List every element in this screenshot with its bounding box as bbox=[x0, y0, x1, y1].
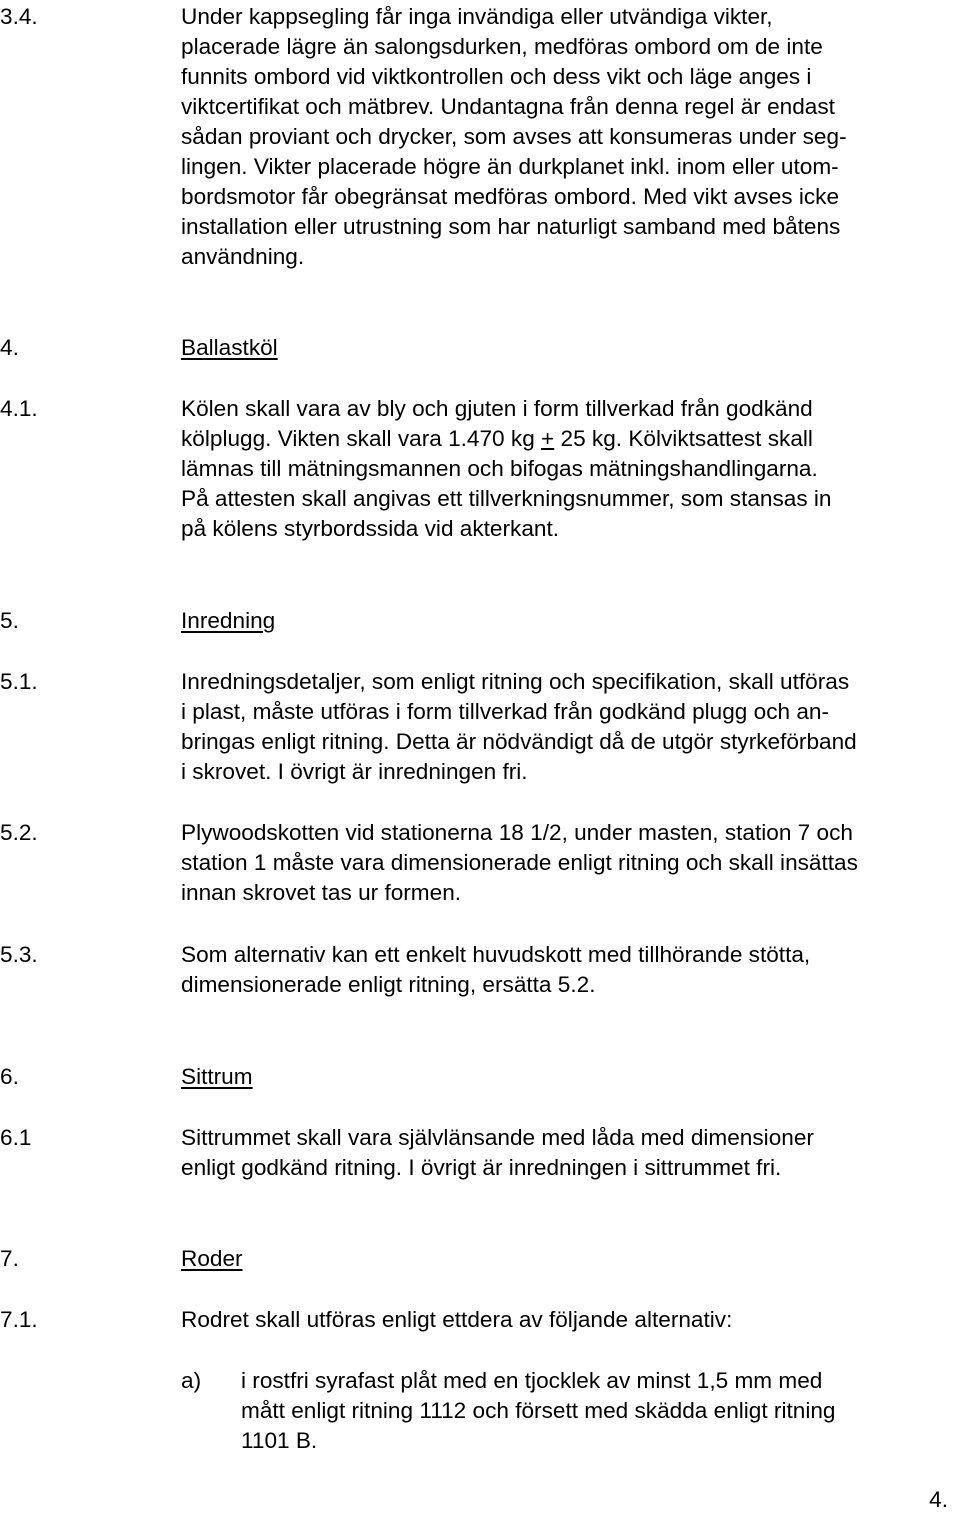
paragraph-line: lämnas till mätningsmannen och bifogas mätningshandlingarna. bbox=[181, 456, 818, 481]
paragraph-line: station 1 måste vara dimensionerade enligt ritning och skall insättas bbox=[181, 850, 858, 875]
heading-number: 4. bbox=[0, 335, 19, 360]
paragraph-line: Sittrummet skall vara självlänsande med låda med dimensioner bbox=[181, 1125, 814, 1150]
paragraph-line: placerade lägre än salongsdurken, medföras ombord om de inte bbox=[181, 34, 823, 59]
paragraph-line: sådan proviant och drycker, som avses att konsumeras under seg- bbox=[181, 124, 847, 149]
heading-title: Sittrum bbox=[181, 1064, 253, 1089]
page-number: 4. bbox=[929, 1487, 948, 1512]
paragraph-line: Inredningsdetaljer, som enligt ritning och specifikation, skall utföras bbox=[181, 669, 850, 694]
paragraph-line: viktcertifikat och mätbrev. Undantagna från denna regel är endast bbox=[181, 94, 835, 119]
section-number: 5.3. bbox=[0, 942, 38, 967]
paragraph-line: lingen. Vikter placerade högre än durkplanet inkl. inom eller utom- bbox=[181, 154, 839, 179]
paragraph-line: enligt godkänd ritning. I övrigt är inredningen i sittrummet fri. bbox=[181, 1155, 782, 1180]
paragraph-line: bringas enligt ritning. Detta är nödvändigt då de utgör styrkeförband bbox=[181, 729, 857, 754]
paragraph-line: funnits ombord vid viktkontrollen och dess vikt och läge anges i bbox=[181, 64, 812, 89]
section-number: 3.4. bbox=[0, 4, 38, 29]
paragraph-line: användning. bbox=[181, 244, 305, 269]
paragraph-line: installation eller utrustning som har naturligt samband med båtens bbox=[181, 214, 841, 239]
paragraph-line: bordsmotor får obegränsat medföras ombord. Med vikt avses icke bbox=[181, 184, 840, 209]
heading-number: 7. bbox=[0, 1246, 19, 1271]
heading-number: 6. bbox=[0, 1064, 19, 1089]
section-number: 5.1. bbox=[0, 669, 38, 694]
section-number: 4.1. bbox=[0, 396, 38, 421]
list-label: a) bbox=[181, 1368, 202, 1393]
paragraph-line: på kölens styrbordssida vid akterkant. bbox=[181, 516, 560, 541]
heading-title: Ballastköl bbox=[181, 335, 278, 360]
plus-minus-sign: + bbox=[541, 426, 555, 451]
paragraph-line: Plywoodskotten vid stationerna 18 1/2, under masten, station 7 och bbox=[181, 820, 853, 845]
paragraph-line bbox=[181, 424, 813, 454]
paragraph-line: På attesten skall angivas ett tillverkningsnummer, som stansas in bbox=[181, 486, 832, 511]
text-fragment: kölplugg. Vikten skall vara 1.470 kg bbox=[181, 426, 542, 451]
heading-title: Inredning bbox=[181, 608, 276, 633]
paragraph-line: innan skrovet tas ur formen. bbox=[181, 880, 462, 905]
paragraph-line: Kölen skall vara av bly och gjuten i form tillverkad från godkänd bbox=[181, 396, 813, 421]
paragraph-line: Som alternativ kan ett enkelt huvudskott med tillhörande stötta, bbox=[181, 942, 811, 967]
heading-title: Roder bbox=[181, 1246, 243, 1271]
list-item-line: 1101 B. bbox=[241, 1428, 318, 1453]
paragraph-line: Under kappsegling får inga invändiga eller utvändiga vikter, bbox=[181, 4, 773, 29]
section-number: 7.1. bbox=[0, 1307, 38, 1332]
section-number: 5.2. bbox=[0, 820, 38, 845]
paragraph-line: dimensionerade enligt ritning, ersätta 5.2. bbox=[181, 972, 596, 997]
section-number: 6.1 bbox=[0, 1125, 32, 1150]
paragraph-line: i plast, måste utföras i form tillverkad från godkänd plugg och an- bbox=[181, 699, 830, 724]
paragraph-line: Rodret skall utföras enligt ettdera av följande alternativ: bbox=[181, 1307, 733, 1332]
list-item-line: i rostfri syrafast plåt med en tjocklek av minst 1,5 mm med bbox=[241, 1368, 823, 1393]
paragraph-line: i skrovet. I övrigt är inredningen fri. bbox=[181, 759, 528, 784]
text-fragment: 25 kg. Kölviktsattest skall bbox=[554, 426, 813, 451]
list-item-line: mått enligt ritning 1112 och försett med skädda enligt ritning bbox=[241, 1398, 836, 1423]
heading-number: 5. bbox=[0, 608, 19, 633]
